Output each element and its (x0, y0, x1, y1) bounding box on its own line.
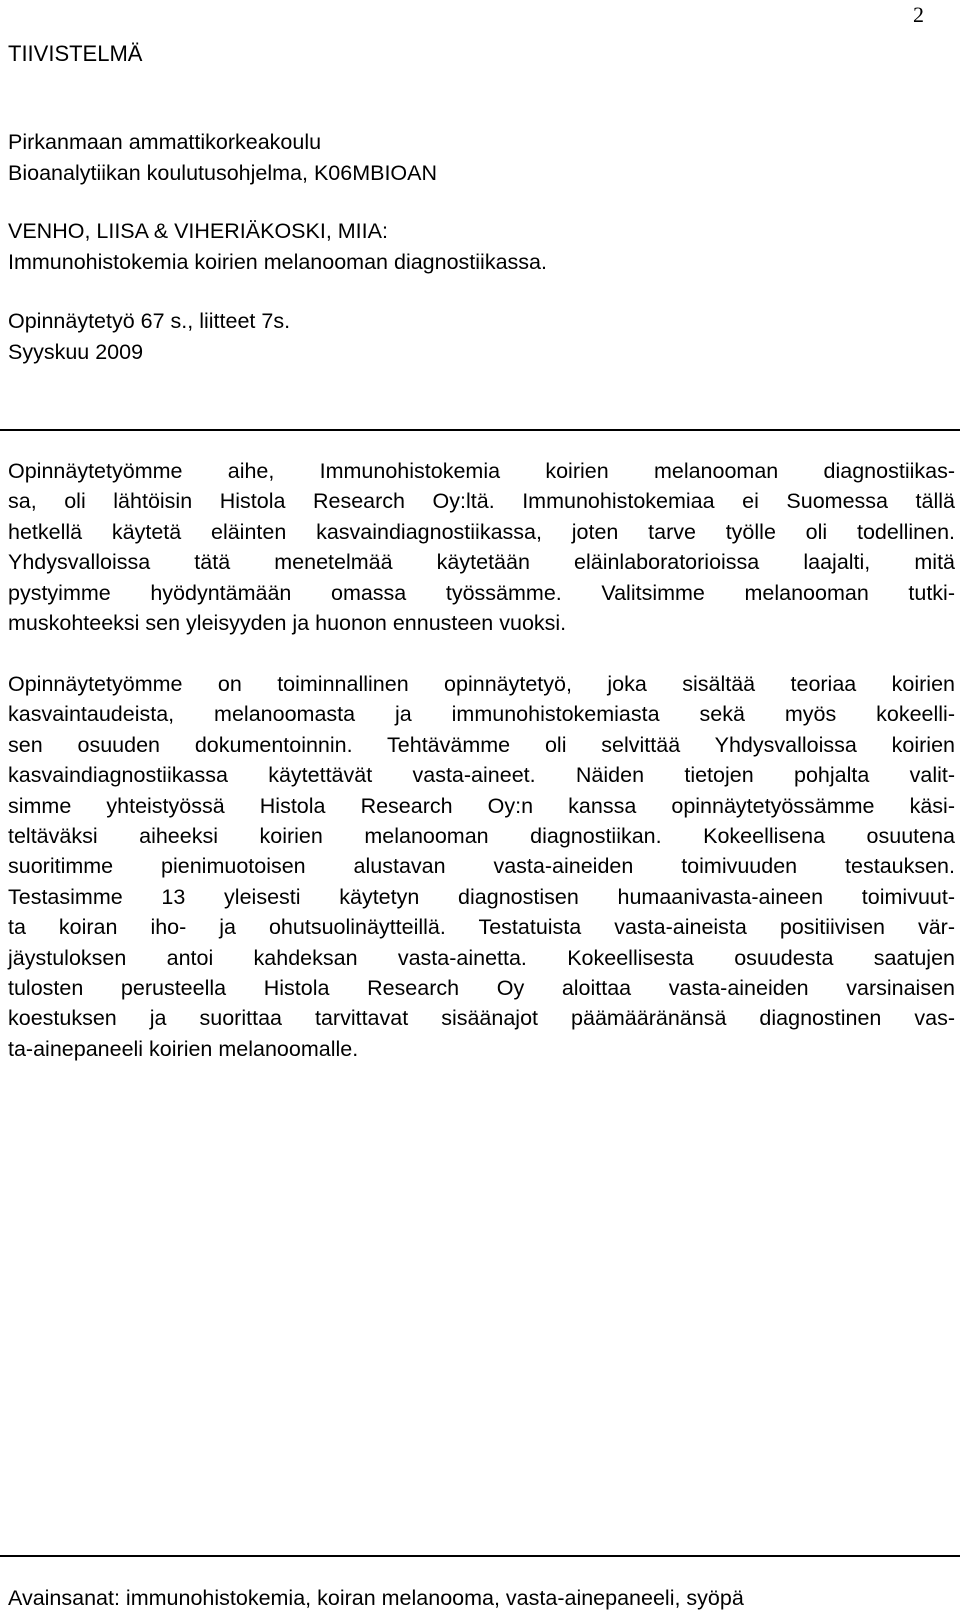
abstract-line: kasvaindiagnostiikassa käytettävät vasta-aineet. Näiden tietojen pohjalta valit- (8, 763, 955, 788)
abstract-line: ta-ainepaneeli koirien melanoomalle. (8, 1036, 359, 1061)
top-divider (0, 429, 960, 431)
abstract-line: sa, oli lähtöisin Histola Research Oy:ltä. Immunohistokemiaa ei Suomessa tällä (8, 489, 955, 514)
thesis-date: Syyskuu 2009 (8, 340, 144, 364)
abstract-line: muskohteeksi sen yleisyyden ja huonon ennusteen vuoksi. (8, 611, 567, 636)
keywords-line: Avainsanat: immunohistokemia, koiran melanooma, vasta-ainepaneeli, syöpä (8, 1586, 744, 1610)
abstract-line: hetkellä käytetä eläinten kasvaindiagnostiikassa, joten tarve työlle oli todellinen. (8, 519, 955, 544)
thesis-pages: Opinnäytetyö 67 s., liitteet 7s. (8, 309, 291, 333)
abstract-line: simme yhteistyössä Histola Research Oy:n kanssa opinnäytetyössämme käsi- (8, 793, 955, 818)
abstract-line: suoritimme pienimuotoisen alustavan vasta-aineiden toimivuuden testauksen. (8, 854, 955, 879)
abstract-line: Testasimme 13 yleisesti käytetyn diagnostisen humaanivasta-aineen toimivuut- (8, 884, 955, 909)
abstract-paragraph-1 (8, 456, 955, 638)
thesis-authors: VENHO, LIISA & VIHERIÄKOSKI, MIIA: (8, 219, 388, 243)
page-number: 2 (913, 2, 924, 27)
institution-block (8, 127, 437, 189)
abstract-line: Opinnäytetyömme on toiminnallinen opinnäytetyö, joka sisältää teoriaa koirien (8, 672, 955, 696)
abstract-line: kasvaintaudeista, melanoomasta ja immunohistokemiasta sekä myös kokeelli- (8, 702, 955, 727)
page-title: TIIVISTELMÄ (8, 41, 143, 66)
degree-programme: Bioanalytiikan koulutusohjelma, K06MBIOAN (8, 161, 438, 185)
thesis-block (8, 216, 547, 278)
school-name: Pirkanmaan ammattikorkeakoulu (8, 130, 322, 154)
abstract-line: pystyimme hyödyntämään omassa työssämme. Valitsimme melanooman tutki- (8, 580, 955, 605)
abstract-line: sen osuuden dokumentoinnin. Tehtävämme oli selvittää Yhdysvalloissa koirien (8, 732, 955, 757)
abstract-line: tulosten perusteella Histola Research Oy aloittaa vasta-aineiden varsinaisen (8, 976, 955, 1001)
abstract-paragraph-2 (8, 669, 955, 1064)
thesis-details-block (8, 306, 290, 368)
abstract-line: koestuksen ja suorittaa tarvittavat sisäänajot päämääränänsä diagnostinen vas- (8, 1006, 955, 1031)
abstract-line: Yhdysvalloissa tätä menetelmää käytetään eläinlaboratorioissa laajalti, mitä (8, 550, 955, 575)
bottom-divider (0, 1555, 960, 1557)
abstract-line: ta koiran iho- ja ohutsuolinäytteillä. Testatuista vasta-aineista positiivisen vär- (8, 915, 955, 940)
abstract-line: jäystuloksen antoi kahdeksan vasta-ainetta. Kokeellisesta osuudesta saatujen (8, 945, 955, 970)
thesis-title: Immunohistokemia koirien melanooman diagnostiikassa. (8, 250, 547, 274)
abstract-line: teltäväksi aiheeksi koirien melanooman diagnostiikan. Kokeellisena osuutena (8, 824, 955, 849)
abstract-line: Opinnäytetyömme aihe, Immunohistokemia koirien melanooman diagnostiikas- (8, 459, 955, 483)
